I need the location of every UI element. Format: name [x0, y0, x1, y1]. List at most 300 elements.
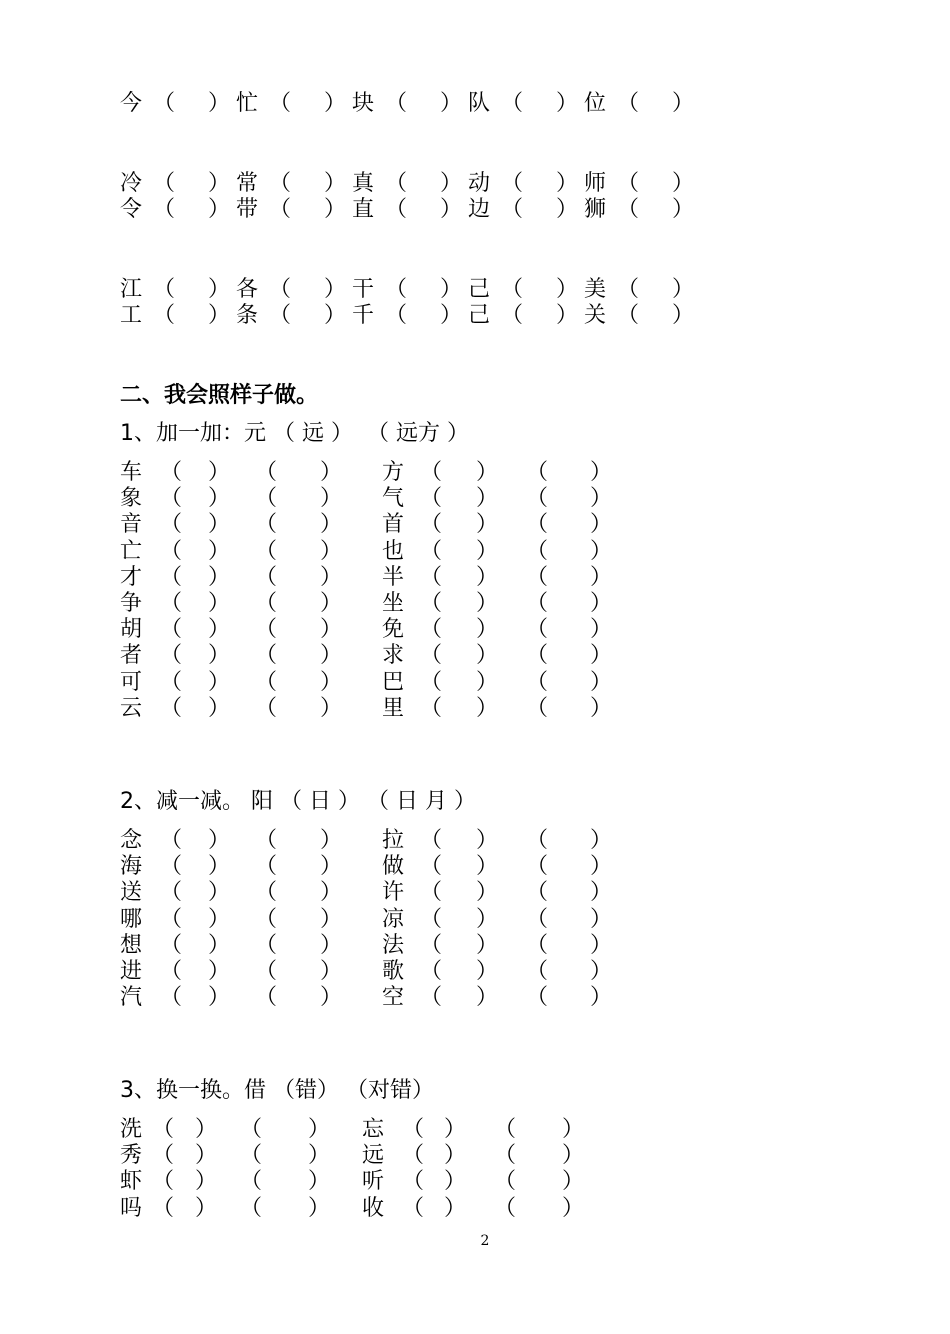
char-row — [0, 302, 950, 330]
open-paren: （ — [160, 512, 183, 538]
open-paren: （ — [420, 643, 443, 669]
close-paren: ） — [590, 959, 613, 984]
close-paren: ） — [590, 880, 613, 906]
open-paren: （ — [402, 1143, 425, 1169]
close-paren: ） — [476, 564, 499, 590]
open-paren: （ — [160, 591, 183, 616]
char-label: 许 — [382, 880, 405, 906]
open-paren: （ — [160, 932, 183, 958]
open-paren: （ — [420, 854, 443, 880]
close-paren: ） — [590, 932, 613, 958]
open-paren: （ — [526, 512, 549, 538]
close-paren: ） — [476, 617, 499, 643]
open-paren: （ — [255, 854, 278, 880]
open-paren: （ — [402, 1117, 425, 1142]
char-label: 常 — [236, 171, 259, 196]
open-paren: （ — [153, 197, 176, 222]
close-paren: ） — [590, 512, 613, 538]
exercise-row — [0, 1195, 950, 1223]
open-paren: （ — [269, 91, 292, 116]
open-paren: （ — [526, 880, 549, 906]
open-paren: （ — [385, 171, 408, 196]
close-paren: ） — [476, 854, 499, 880]
char-label: 送 — [120, 880, 143, 906]
char-row — [0, 90, 950, 118]
open-paren: （ — [255, 880, 278, 906]
open-paren: （ — [501, 171, 524, 196]
char-label: 海 — [120, 854, 143, 880]
open-paren: （ — [152, 1117, 175, 1142]
close-paren: ） — [444, 1143, 467, 1169]
char-label: 关 — [584, 303, 607, 328]
close-paren: ） — [476, 591, 499, 616]
close-paren: ） — [590, 669, 613, 695]
char-label: 师 — [584, 171, 607, 196]
close-paren: ） — [440, 197, 463, 222]
char-label: 各 — [236, 277, 259, 302]
open-paren: （ — [526, 564, 549, 590]
open-paren: （ — [269, 303, 292, 328]
close-paren: ） — [324, 197, 347, 222]
open-paren: （ — [526, 617, 549, 643]
open-paren: （ — [152, 1169, 175, 1195]
close-paren: ） — [208, 460, 231, 485]
close-paren: ） — [562, 1195, 585, 1221]
question-1 — [120, 420, 469, 448]
char-label: 秀 — [120, 1143, 143, 1169]
close-paren: ） — [324, 277, 347, 302]
close-paren: ） — [476, 828, 499, 853]
open-paren: （ — [255, 617, 278, 643]
close-paren: ） — [308, 1169, 331, 1195]
open-paren: （ — [160, 854, 183, 880]
exercise-row — [0, 459, 950, 487]
char-label: 队 — [468, 91, 491, 116]
open-paren: （ — [153, 303, 176, 328]
close-paren: ） — [444, 1169, 467, 1195]
char-label: 令 — [120, 197, 143, 222]
open-paren: （ — [255, 538, 278, 564]
char-label: 狮 — [584, 197, 607, 222]
open-paren: （ — [255, 959, 278, 984]
open-paren: （ — [501, 197, 524, 222]
open-paren: （ — [153, 91, 176, 116]
close-paren: ） — [308, 1143, 331, 1169]
close-paren: ） — [320, 854, 343, 880]
char-label: 哪 — [120, 906, 143, 932]
open-paren: （ — [420, 460, 443, 485]
char-label: 想 — [120, 932, 143, 958]
open-paren: （ — [617, 303, 640, 328]
char-label: 边 — [468, 197, 491, 222]
close-paren: ） — [208, 880, 231, 906]
close-paren: ） — [320, 564, 343, 590]
open-paren: （ — [160, 460, 183, 485]
char-label: 音 — [120, 512, 143, 538]
close-paren: ） — [562, 1143, 585, 1169]
exercise-row — [0, 827, 950, 855]
close-paren: ） — [556, 91, 579, 116]
char-label: 亡 — [120, 538, 143, 564]
open-paren: （ — [420, 617, 443, 643]
close-paren: ） — [672, 171, 695, 196]
close-paren: ） — [324, 171, 347, 196]
close-paren: ） — [324, 303, 347, 328]
question-number: 1 — [120, 421, 134, 446]
char-label: 才 — [120, 564, 143, 590]
question-2 — [120, 788, 476, 816]
char-label: 可 — [120, 669, 143, 695]
close-paren: ） — [440, 171, 463, 196]
exercise-row — [0, 616, 950, 644]
open-paren: （ — [152, 1195, 175, 1221]
char-label: 做 — [382, 854, 405, 880]
open-paren: （ — [255, 643, 278, 669]
close-paren: ） — [476, 486, 499, 512]
close-paren: ） — [320, 695, 343, 721]
exercise-row — [0, 853, 950, 881]
close-paren: ） — [672, 91, 695, 116]
open-paren: （ — [420, 538, 443, 564]
open-paren: （ — [160, 880, 183, 906]
char-label: 虾 — [120, 1169, 143, 1195]
open-paren: （ — [617, 171, 640, 196]
open-paren: （ — [255, 985, 278, 1011]
open-paren: （ — [402, 1195, 425, 1221]
char-label: 听 — [362, 1169, 385, 1195]
close-paren: ） — [444, 1117, 467, 1142]
close-paren: ） — [308, 1117, 331, 1142]
char-label: 收 — [362, 1195, 385, 1221]
close-paren: ） — [320, 538, 343, 564]
open-paren: （ — [494, 1169, 517, 1195]
open-paren: （ — [255, 512, 278, 538]
char-label: 车 — [120, 460, 143, 485]
close-paren: ） — [208, 303, 231, 328]
close-paren: ） — [440, 277, 463, 302]
close-paren: ） — [476, 959, 499, 984]
open-paren: （ — [420, 486, 443, 512]
close-paren: ） — [476, 512, 499, 538]
open-paren: （ — [526, 828, 549, 853]
exercise-row — [0, 669, 950, 697]
exercise-row — [0, 932, 950, 960]
close-paren: ） — [320, 460, 343, 485]
page-number: 2 — [480, 1233, 490, 1249]
open-paren: （ — [160, 564, 183, 590]
char-label: 也 — [382, 538, 405, 564]
open-paren: （ — [160, 538, 183, 564]
open-paren: （ — [160, 695, 183, 721]
char-label: 干 — [352, 277, 375, 302]
close-paren: ） — [562, 1169, 585, 1195]
char-label: 争 — [120, 591, 143, 616]
question-number: 2 — [120, 789, 134, 814]
open-paren: （ — [526, 959, 549, 984]
close-paren: ） — [320, 932, 343, 958]
close-paren: ） — [208, 617, 231, 643]
char-label: 坐 — [382, 591, 405, 616]
open-paren: （ — [240, 1169, 263, 1195]
char-label: 吗 — [120, 1195, 143, 1221]
open-paren: （ — [420, 512, 443, 538]
open-paren: （ — [255, 906, 278, 932]
open-paren: （ — [526, 460, 549, 485]
open-paren: （ — [255, 486, 278, 512]
open-paren: （ — [420, 669, 443, 695]
char-label: 里 — [382, 695, 405, 721]
open-paren: （ — [240, 1117, 263, 1142]
close-paren: ） — [562, 1117, 585, 1142]
question-text: 、减一减。 阳 （ 日 ） （ 日 月 ） — [134, 789, 476, 814]
exercise-row — [0, 564, 950, 592]
open-paren: （ — [526, 985, 549, 1011]
close-paren: ） — [208, 91, 231, 116]
close-paren: ） — [208, 985, 231, 1011]
open-paren: （ — [420, 591, 443, 616]
close-paren: ） — [320, 617, 343, 643]
open-paren: （ — [420, 985, 443, 1011]
open-paren: （ — [617, 91, 640, 116]
open-paren: （ — [526, 643, 549, 669]
open-paren: （ — [160, 959, 183, 984]
exercise-row — [0, 906, 950, 934]
open-paren: （ — [160, 669, 183, 695]
close-paren: ） — [440, 91, 463, 116]
close-paren: ） — [476, 695, 499, 721]
open-paren: （ — [494, 1117, 517, 1142]
open-paren: （ — [420, 695, 443, 721]
close-paren: ） — [324, 91, 347, 116]
char-label: 念 — [120, 828, 143, 853]
open-paren: （ — [420, 880, 443, 906]
close-paren: ） — [195, 1117, 218, 1142]
open-paren: （ — [526, 486, 549, 512]
open-paren: （ — [501, 277, 524, 302]
close-paren: ） — [672, 277, 695, 302]
char-label: 气 — [382, 486, 405, 512]
exercise-row — [0, 695, 950, 723]
open-paren: （ — [152, 1143, 175, 1169]
close-paren: ） — [208, 906, 231, 932]
open-paren: （ — [617, 277, 640, 302]
char-label: 美 — [584, 277, 607, 302]
open-paren: （ — [385, 303, 408, 328]
exercise-row — [0, 590, 950, 618]
close-paren: ） — [208, 277, 231, 302]
close-paren: ） — [208, 591, 231, 616]
close-paren: ） — [476, 985, 499, 1011]
open-paren: （ — [420, 906, 443, 932]
char-label: 忙 — [236, 91, 259, 116]
close-paren: ） — [320, 959, 343, 984]
char-label: 冷 — [120, 171, 143, 196]
char-label: 法 — [382, 932, 405, 958]
close-paren: ） — [440, 303, 463, 328]
char-label: 真 — [352, 171, 375, 196]
char-label: 块 — [352, 91, 375, 116]
open-paren: （ — [255, 564, 278, 590]
exercise-row — [0, 511, 950, 539]
close-paren: ） — [195, 1143, 218, 1169]
close-paren: ） — [208, 854, 231, 880]
close-paren: ） — [208, 828, 231, 853]
close-paren: ） — [590, 591, 613, 616]
open-paren: （ — [526, 932, 549, 958]
close-paren: ） — [476, 460, 499, 485]
char-label: 求 — [382, 643, 405, 669]
exercise-row — [0, 485, 950, 513]
open-paren: （ — [526, 591, 549, 616]
exercise-row — [0, 879, 950, 907]
char-label: 条 — [236, 303, 259, 328]
close-paren: ） — [320, 828, 343, 853]
question-3 — [120, 1077, 434, 1105]
char-label: 今 — [120, 91, 143, 116]
char-label: 工 — [120, 303, 143, 328]
char-label: 免 — [382, 617, 405, 643]
open-paren: （ — [269, 277, 292, 302]
open-paren: （ — [385, 91, 408, 116]
open-paren: （ — [494, 1195, 517, 1221]
close-paren: ） — [320, 880, 343, 906]
close-paren: ） — [590, 985, 613, 1011]
exercise-row — [0, 984, 950, 1012]
char-label: 位 — [584, 91, 607, 116]
char-label: 远 — [362, 1143, 385, 1169]
char-label: 胡 — [120, 617, 143, 643]
close-paren: ） — [320, 643, 343, 669]
close-paren: ） — [208, 171, 231, 196]
char-label: 歌 — [382, 959, 405, 984]
close-paren: ） — [444, 1195, 467, 1221]
close-paren: ） — [672, 197, 695, 222]
open-paren: （ — [526, 669, 549, 695]
open-paren: （ — [501, 91, 524, 116]
open-paren: （ — [385, 197, 408, 222]
question-text: 、换一换。借 （错） （对错） — [134, 1078, 434, 1103]
close-paren: ） — [320, 669, 343, 695]
close-paren: ） — [208, 959, 231, 984]
close-paren: ） — [590, 828, 613, 853]
char-row — [0, 196, 950, 224]
open-paren: （ — [402, 1169, 425, 1195]
open-paren: （ — [526, 538, 549, 564]
open-paren: （ — [153, 277, 176, 302]
exercise-row — [0, 642, 950, 670]
open-paren: （ — [255, 695, 278, 721]
char-row — [0, 170, 950, 198]
char-label: 云 — [120, 695, 143, 721]
exercise-row — [0, 1168, 950, 1196]
close-paren: ） — [476, 932, 499, 958]
close-paren: ） — [320, 985, 343, 1011]
close-paren: ） — [476, 880, 499, 906]
close-paren: ） — [208, 643, 231, 669]
char-label: 江 — [120, 277, 143, 302]
char-label: 忘 — [362, 1117, 385, 1142]
open-paren: （ — [385, 277, 408, 302]
char-label: 象 — [120, 486, 143, 512]
close-paren: ） — [590, 538, 613, 564]
close-paren: ） — [208, 932, 231, 958]
open-paren: （ — [526, 906, 549, 932]
open-paren: （ — [160, 617, 183, 643]
close-paren: ） — [590, 695, 613, 721]
open-paren: （ — [526, 695, 549, 721]
char-label: 首 — [382, 512, 405, 538]
char-label: 拉 — [382, 828, 405, 853]
close-paren: ） — [476, 538, 499, 564]
close-paren: ） — [672, 303, 695, 328]
open-paren: （ — [420, 932, 443, 958]
open-paren: （ — [160, 828, 183, 853]
close-paren: ） — [320, 486, 343, 512]
open-paren: （ — [420, 828, 443, 853]
exercise-row — [0, 958, 950, 986]
open-paren: （ — [526, 854, 549, 880]
open-paren: （ — [420, 564, 443, 590]
char-label: 方 — [382, 460, 405, 485]
close-paren: ） — [476, 906, 499, 932]
open-paren: （ — [255, 932, 278, 958]
close-paren: ） — [476, 669, 499, 695]
char-label: 千 — [352, 303, 375, 328]
open-paren: （ — [240, 1195, 263, 1221]
char-label: 带 — [236, 197, 259, 222]
open-paren: （ — [160, 906, 183, 932]
close-paren: ） — [208, 512, 231, 538]
open-paren: （ — [617, 197, 640, 222]
close-paren: ） — [208, 538, 231, 564]
open-paren: （ — [160, 486, 183, 512]
char-label: 直 — [352, 197, 375, 222]
section-heading: 二、我会照样子做。 — [120, 383, 319, 408]
close-paren: ） — [320, 591, 343, 616]
close-paren: ） — [556, 171, 579, 196]
open-paren: （ — [255, 591, 278, 616]
close-paren: ） — [556, 303, 579, 328]
open-paren: （ — [269, 197, 292, 222]
close-paren: ） — [590, 643, 613, 669]
question-text: 、加一加：元 （ 远 ） （ 远方 ） — [134, 421, 469, 446]
question-number: 3 — [120, 1078, 134, 1103]
char-label: 汽 — [120, 985, 143, 1011]
open-paren: （ — [255, 828, 278, 853]
char-label: 洗 — [120, 1117, 143, 1142]
close-paren: ） — [208, 695, 231, 721]
open-paren: （ — [153, 171, 176, 196]
char-label: 动 — [468, 171, 491, 196]
open-paren: （ — [240, 1143, 263, 1169]
close-paren: ） — [476, 643, 499, 669]
exercise-row — [0, 1116, 950, 1144]
char-label: 进 — [120, 959, 143, 984]
char-label: 者 — [120, 643, 143, 669]
char-label: 空 — [382, 985, 405, 1011]
close-paren: ） — [208, 669, 231, 695]
char-row — [0, 276, 950, 304]
close-paren: ） — [590, 460, 613, 485]
close-paren: ） — [308, 1195, 331, 1221]
open-paren: （ — [160, 985, 183, 1011]
close-paren: ） — [195, 1169, 218, 1195]
char-label: 己 — [468, 277, 491, 302]
exercise-row — [0, 1142, 950, 1170]
exercise-row — [0, 538, 950, 566]
char-label: 己 — [468, 303, 491, 328]
close-paren: ） — [208, 197, 231, 222]
